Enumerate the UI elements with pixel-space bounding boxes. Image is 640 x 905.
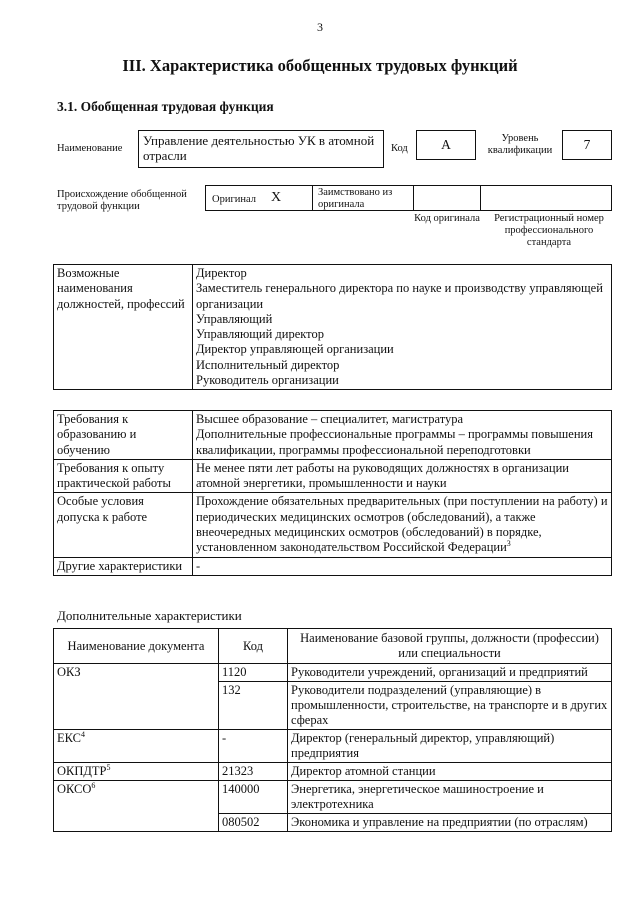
name-cell: Энергетика, энергетическое машиностроение и электротехника [288, 781, 612, 814]
code-cell: - [219, 730, 288, 763]
level-value: 7 [562, 130, 612, 160]
code-cell: 21323 [219, 763, 288, 781]
req-other-value: - [193, 557, 612, 575]
col-header-code: Код [219, 629, 288, 664]
borrowed-label: Заимствовано из оригинала [318, 187, 393, 210]
code-cell: 080502 [219, 814, 288, 832]
table-row [54, 781, 612, 814]
table-row [54, 763, 612, 781]
divider [413, 185, 414, 211]
position-item: Управляющий [196, 311, 273, 326]
footnote-mark: 5 [106, 763, 111, 772]
table-row [54, 730, 612, 763]
code-label: Код [391, 143, 408, 154]
name-cell: Экономика и управление на предприятии (по отраслям) [288, 814, 612, 832]
name-cell: Руководители учреждений, организаций и предприятий [288, 664, 612, 682]
req-line: Высшее образование – специалитет, магистратура [196, 412, 464, 426]
origin-label: Происхождение обобщенной трудовой функции [57, 189, 187, 212]
name-cell: Директор (генеральный директор, управляющий) предприятия [288, 730, 612, 763]
requirements-table [53, 410, 612, 576]
position-item: Заместитель генерального директора по науке и производству управляющей организации [196, 281, 603, 311]
code-value: А [416, 130, 476, 160]
footnote-mark: 4 [81, 730, 85, 739]
col-header-name: Наименование базовой группы, должности (профессии) или специальности [288, 629, 612, 664]
divider [312, 185, 313, 211]
req-line: Прохождение обязательных предварительных (при поступлении на работу) и периодических медицинских осмотров (обследований), а также внеочередных медицинских осмотров (обследований) в порядке, установленном законодательством Российской Федерации [196, 494, 608, 555]
subsection-title: 3.1. Обобщенная трудовая функция [57, 99, 274, 114]
doc-cell: ОКПДТР$^5$ [54, 763, 219, 781]
additional-table [53, 628, 612, 832]
name-label: Наименование [57, 143, 123, 154]
reg-number-caption: Регистрационный номер профессионального стандарта [494, 213, 604, 248]
name-cell: Директор атомной станции [288, 763, 612, 781]
doc-cell: ЕКС$^4$ [54, 730, 219, 763]
footnote-mark: 6 [91, 781, 96, 790]
req-experience-value: Не менее пяти лет работы на руководящих должностях в организации атомной энергетики, промышленности и науки [193, 459, 612, 493]
name-value: Управление деятельностью УК в атомной отрасли [138, 130, 384, 168]
original-mark: X [271, 190, 282, 205]
positions-list [193, 265, 612, 390]
doc-cell: ОКСО$^6$ [54, 781, 219, 832]
code-cell: 132 [219, 682, 288, 730]
position-item: Руководитель организации [196, 373, 339, 388]
table-row [54, 664, 612, 682]
positions-label: Возможные наименования должностей, профессий [54, 265, 193, 390]
code-cell: 140000 [219, 781, 288, 814]
position-item: Исполнительный директор [196, 357, 340, 372]
position-item: Управляющий директор [196, 327, 324, 342]
positions-table [53, 264, 612, 390]
req-experience-label: Требования к опыту практической работы [54, 459, 193, 493]
position-item: Директор управляющей организации [196, 342, 394, 357]
original-label: Оригинал [212, 194, 256, 205]
additional-heading: Дополнительные характеристики [57, 608, 242, 623]
req-education-value [193, 411, 612, 460]
code-original-caption: Код оригинала [414, 213, 480, 224]
req-conditions-label: Особые условия допуска к работе [54, 493, 193, 557]
req-conditions-value [193, 493, 612, 557]
name-cell: Руководители подразделений (управляющие) в промышленности, строительстве, на транспорте и в других сферах [288, 682, 612, 730]
req-line: Дополнительные профессиональные программы – программы повышения квалификации, программы профессиональной переподготовки [196, 427, 593, 457]
section-title: III. Характеристика обобщенных трудовых функций [122, 56, 518, 75]
footnote-mark: 3 [506, 539, 511, 549]
col-header-doc: Наименование документа [54, 629, 219, 664]
position-item: Директор [196, 266, 247, 280]
doc-cell: ОКЗ [54, 664, 219, 730]
page-number: 3 [317, 20, 323, 34]
level-label: Уровень квалификации [487, 133, 553, 156]
origin-row [205, 185, 612, 211]
code-cell: 1120 [219, 664, 288, 682]
divider [480, 185, 481, 211]
req-education-label: Требования к образованию и обучению [54, 411, 193, 460]
req-other-label: Другие характеристики [54, 557, 193, 575]
